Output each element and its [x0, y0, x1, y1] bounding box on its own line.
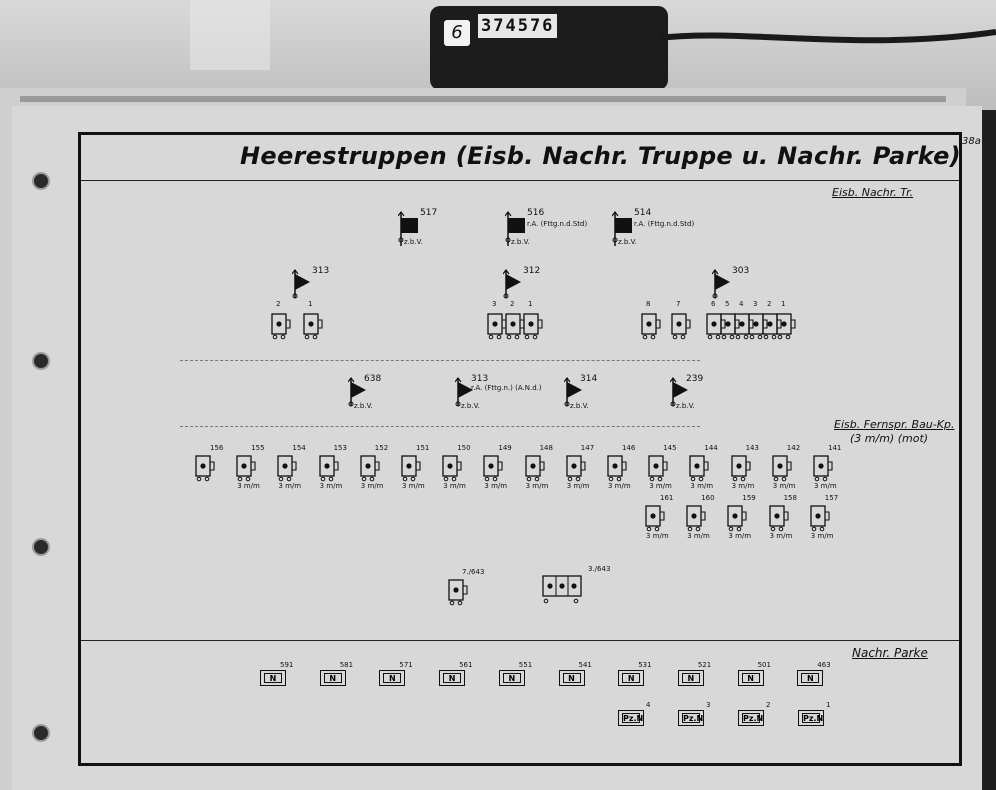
bau-company-symbol	[276, 452, 298, 482]
hq-unit-number: 517	[420, 208, 438, 218]
company-symbol	[775, 310, 797, 340]
park-box	[738, 710, 764, 726]
bau-company-number: 152	[374, 444, 389, 452]
bau-company-symbol	[359, 452, 381, 482]
bau-company-sub: 3 m/m	[687, 532, 710, 540]
bau-company-sub: 3 m/m	[319, 482, 343, 490]
regiment-number: 312	[523, 266, 541, 276]
company-number: 8	[646, 300, 651, 308]
park-box	[738, 670, 764, 686]
section-label-parke: Nachr. Parke	[852, 646, 928, 660]
bau-company-symbol	[318, 452, 340, 482]
hq-unit-label: z.b.V.	[404, 238, 423, 246]
flag-unit-label: z.b.V.	[461, 402, 480, 410]
park-box	[379, 670, 405, 686]
park-box-label: Pz.N	[743, 714, 764, 723]
park-number: 561	[459, 661, 473, 669]
park-number: 551	[518, 661, 533, 669]
company-symbol	[640, 310, 662, 340]
bau-company-symbol	[726, 502, 748, 532]
sheet-edge	[20, 96, 946, 102]
park-box	[260, 670, 286, 686]
company-symbol	[670, 310, 692, 340]
bau-company-number: 155	[251, 444, 265, 452]
flag-unit-label: z.b.V.	[354, 402, 373, 410]
flag-unit-number: 314	[580, 374, 598, 384]
park-box	[320, 670, 346, 686]
park-box-label: N	[622, 673, 640, 683]
park-box	[797, 670, 823, 686]
park-box-label: N	[801, 673, 819, 683]
misc-unit-number: 3./643	[588, 565, 611, 573]
park-number: 1	[826, 701, 831, 709]
bau-company-symbol	[644, 502, 666, 532]
park-box-label: Pz.N	[683, 714, 704, 723]
park-box	[439, 670, 465, 686]
misc-unit-group-symbol	[540, 568, 586, 606]
section-label-fernspr-sub: (3 m/m) (mot)	[850, 432, 929, 445]
bau-company-number: 161	[660, 494, 674, 502]
bau-company-sub: 3 m/m	[360, 482, 384, 490]
park-box	[678, 710, 704, 726]
faint-rule	[180, 360, 700, 361]
park-box	[499, 670, 525, 686]
counter-label: 6	[444, 20, 470, 46]
park-number: 581	[339, 661, 354, 669]
hq-unit-number: 514	[634, 208, 652, 218]
park-box-label: N	[682, 673, 700, 683]
park-box-label: N	[324, 673, 342, 683]
bau-company-sub: 3 m/m	[728, 532, 752, 540]
company-number: 3	[753, 300, 758, 308]
park-box-label: Pz.N	[623, 714, 644, 723]
bau-company-sub: 3 m/m	[443, 482, 466, 490]
park-number: 531	[638, 661, 652, 669]
regiment-number: 303	[732, 266, 750, 276]
bau-company-number: 154	[292, 444, 306, 452]
bau-company-number: 148	[539, 444, 553, 452]
company-symbol	[302, 310, 324, 340]
faint-rule	[180, 426, 700, 427]
punch-hole	[32, 352, 50, 370]
bau-company-sub: 3 m/m	[731, 482, 755, 490]
bau-company-symbol	[809, 502, 831, 532]
park-box	[678, 670, 704, 686]
bau-company-sub: 3 m/m	[772, 482, 796, 490]
bau-company-number: 151	[416, 444, 430, 452]
hq-unit-number: 516	[527, 208, 545, 218]
company-number: 4	[739, 300, 744, 308]
regiment-number: 313	[312, 266, 330, 276]
hq-unit-label: z.b.V.	[511, 238, 530, 246]
bau-company-number: 157	[824, 494, 839, 502]
park-box-label: N	[443, 673, 461, 683]
company-number: 1	[781, 300, 786, 308]
bau-company-symbol	[235, 452, 257, 482]
section-label-eisb-nachr: Eisb. Nachr. Tr.	[832, 186, 914, 199]
hq-unit-note: r.A. (Fttg.n.d.Std)	[527, 220, 588, 228]
park-box	[618, 670, 644, 686]
bau-company-sub: 3 m/m	[525, 482, 549, 490]
park-number: 463	[817, 661, 831, 669]
bau-company-symbol	[688, 452, 710, 482]
park-number: 501	[757, 661, 771, 669]
park-box	[618, 710, 644, 726]
bau-company-number: 156	[210, 444, 224, 452]
bau-company-sub: 3 m/m	[566, 482, 590, 490]
regiment-flag	[503, 268, 525, 302]
bau-company-symbol	[606, 452, 628, 482]
company-symbol	[522, 310, 544, 340]
park-number: 2	[766, 701, 771, 709]
park-box-label: N	[264, 673, 282, 683]
regiment-flag	[292, 268, 314, 302]
bau-company-symbol	[194, 452, 216, 482]
hq-unit-label: z.b.V.	[618, 238, 637, 246]
company-number: 7	[676, 300, 681, 308]
company-number: 2	[276, 300, 281, 308]
bau-company-number: 149	[498, 444, 512, 452]
bau-company-sub: 3 m/m	[690, 482, 714, 490]
bau-company-symbol	[441, 452, 463, 482]
counter-cable	[660, 22, 996, 50]
bau-company-number: 143	[745, 444, 759, 452]
park-box-label: N	[563, 673, 581, 683]
flag-unit-number: 239	[686, 374, 704, 384]
bau-company-sub: 3 m/m	[608, 482, 631, 490]
bau-company-sub: 3 m/m	[402, 482, 425, 490]
hq-unit-note: r.A. (Fttg.n.d.Std)	[634, 220, 695, 228]
company-number: 6	[711, 300, 716, 308]
park-box	[559, 670, 585, 686]
bau-company-number: 142	[786, 444, 801, 452]
bau-company-symbol	[647, 452, 669, 482]
bau-company-symbol	[565, 452, 587, 482]
page-number: 38a	[962, 136, 981, 147]
bau-company-sub: 3 m/m	[278, 482, 302, 490]
park-number: 591	[280, 661, 294, 669]
parke-divider	[81, 640, 959, 641]
tape-strip	[190, 0, 270, 70]
company-number: 1	[528, 300, 533, 308]
bau-company-symbol	[812, 452, 834, 482]
bau-company-symbol	[771, 452, 793, 482]
bau-company-sub: 3 m/m	[237, 482, 260, 490]
bau-company-sub: 3 m/m	[484, 482, 508, 490]
punch-hole	[32, 172, 50, 190]
company-number: 5	[725, 300, 730, 308]
bau-company-sub: 3 m/m	[649, 482, 672, 490]
bau-company-sub: 3 m/m	[814, 482, 837, 490]
park-box-label: Pz.N	[803, 714, 824, 723]
bau-company-number: 144	[704, 444, 718, 452]
flag-unit-label: z.b.V.	[676, 402, 695, 410]
park-number: 541	[578, 661, 592, 669]
bau-company-number: 160	[701, 494, 715, 502]
bau-company-symbol	[482, 452, 504, 482]
bau-company-number: 146	[622, 444, 636, 452]
bau-company-number: 150	[457, 444, 471, 452]
company-number: 1	[308, 300, 313, 308]
bau-company-symbol	[400, 452, 422, 482]
bau-company-number: 159	[742, 494, 756, 502]
flag-unit-label: z.b.V.	[570, 402, 589, 410]
misc-unit-number: 7./643	[462, 568, 485, 576]
park-number: 4	[646, 701, 651, 709]
company-number: 2	[510, 300, 515, 308]
company-symbol	[270, 310, 292, 340]
bau-company-symbol	[730, 452, 752, 482]
flag-unit-number: 313	[471, 374, 489, 384]
misc-unit-symbol	[447, 576, 469, 606]
bau-company-symbol	[685, 502, 707, 532]
chart-title: Heerestruppen (Eisb. Nachr. Truppe u. Nachr. Parke)	[240, 142, 961, 170]
flag-unit-number: 638	[364, 374, 382, 384]
company-number: 3	[492, 300, 497, 308]
park-number: 3	[706, 701, 711, 709]
bau-company-symbol	[768, 502, 790, 532]
bau-company-number: 158	[783, 494, 797, 502]
punch-hole	[32, 538, 50, 556]
bau-company-number: 141	[828, 444, 842, 452]
counter-digits: 374576	[478, 14, 557, 38]
park-number: 521	[697, 661, 712, 669]
flag-unit-note: r.A. (Fttg.n.) (A.N.d.)	[471, 384, 542, 392]
park-box-label: N	[503, 673, 521, 683]
title-divider	[81, 180, 959, 181]
bau-company-sub: 3 m/m	[810, 532, 834, 540]
park-number: 571	[399, 661, 413, 669]
park-box	[798, 710, 824, 726]
bau-company-sub: 3 m/m	[646, 532, 669, 540]
park-box-label: N	[383, 673, 401, 683]
park-box-label: N	[742, 673, 760, 683]
bau-company-number: 147	[580, 444, 595, 452]
bau-company-symbol	[524, 452, 546, 482]
punch-hole	[32, 724, 50, 742]
bau-company-sub: 3 m/m	[769, 532, 793, 540]
regiment-flag	[712, 268, 734, 302]
company-number: 2	[767, 300, 772, 308]
section-label-fernspr: Eisb. Fernspr. Bau-Kp.	[834, 418, 955, 431]
bau-company-number: 145	[663, 444, 677, 452]
bau-company-number: 153	[333, 444, 347, 452]
